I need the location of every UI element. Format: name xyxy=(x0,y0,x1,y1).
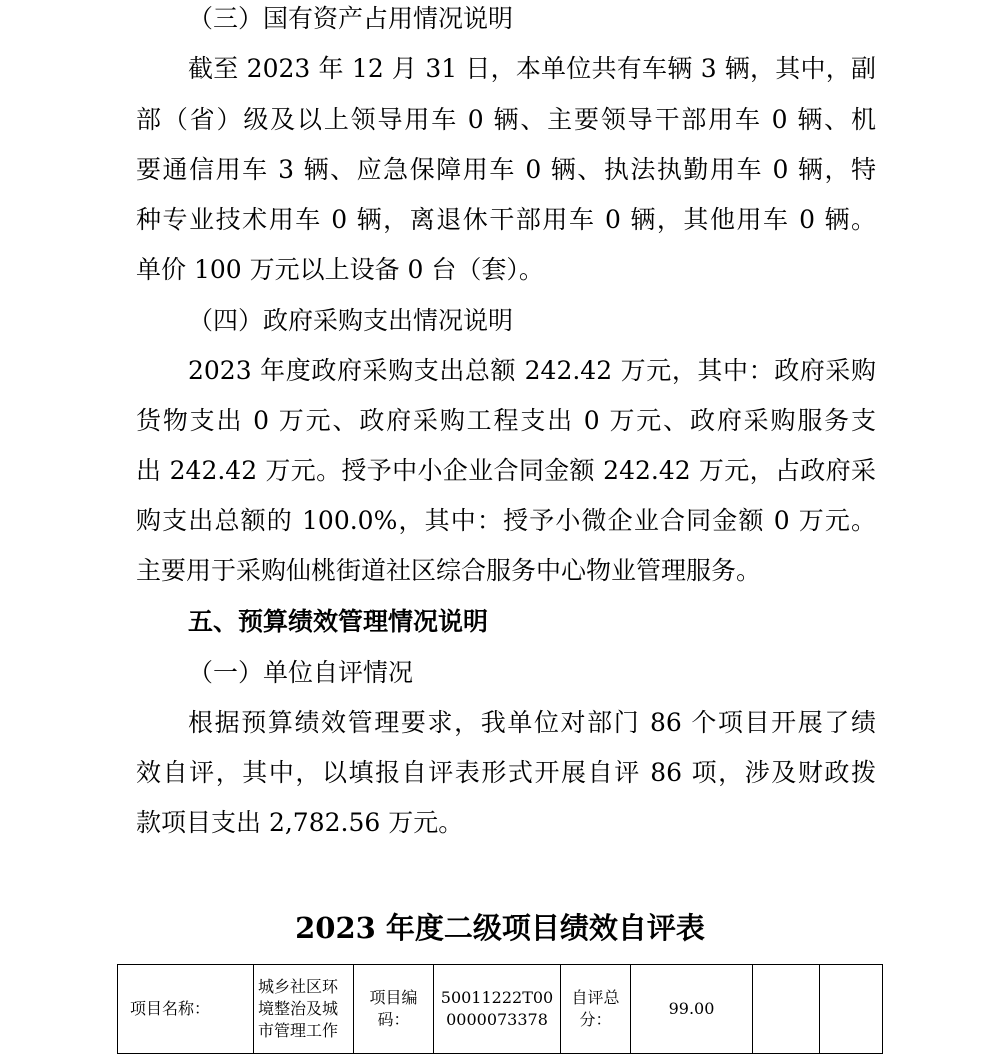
empty-cell xyxy=(820,965,883,1054)
paragraph-line: 效自评，其中，以填报自评表形式开展自评 86 项，涉及财政拨 xyxy=(136,758,876,787)
self-evaluation-table xyxy=(117,964,883,1054)
table-title: 2023 年度二级项目绩效自评表 xyxy=(295,911,705,945)
section-heading-performance: 五、预算绩效管理情况说明 xyxy=(188,607,489,636)
paragraph-line: 购支出总额的 100.0%，其中：授予小微企业合同金额 0 万元。 xyxy=(136,506,876,535)
project-code-value: 50011222T000000073378 xyxy=(434,965,561,1054)
project-name-value: 城乡社区环境整治及城市管理工作 xyxy=(254,965,354,1054)
paragraph-line: 要通信用车 3 辆、应急保障用车 0 辆、执法执勤用车 0 辆，特 xyxy=(136,155,876,184)
paragraph-line: 货物支出 0 万元、政府采购工程支出 0 万元、政府采购服务支 xyxy=(136,406,876,435)
paragraph-line: 部（省）级及以上领导用车 0 辆、主要领导干部用车 0 辆、机 xyxy=(136,105,876,134)
paragraph-line: 2023 年度政府采购支出总额 242.42 万元，其中：政府采购 xyxy=(188,356,876,385)
paragraph-line: 主要用于采购仙桃街道社区综合服务中心物业管理服务。 xyxy=(136,556,762,585)
paragraph-line: 种专业技术用车 0 辆，离退休干部用车 0 辆，其他用车 0 辆。 xyxy=(136,205,876,234)
empty-cell xyxy=(753,965,820,1054)
table-row xyxy=(118,965,883,1054)
paragraph-line: 截至 2023 年 12 月 31 日，本单位共有车辆 3 辆，其中，副 xyxy=(188,54,876,83)
paragraph-line: 出 242.42 万元。授予中小企业合同金额 242.42 万元，占政府采 xyxy=(136,456,876,485)
paragraph-line: 单价 100 万元以上设备 0 台（套）。 xyxy=(136,255,544,284)
project-name-label: 项目名称： xyxy=(118,965,254,1054)
project-code-label: 项目编码： xyxy=(354,965,434,1054)
subsection-heading-self-eval: （一）单位自评情况 xyxy=(188,658,414,687)
section-heading-assets: （三）国有资产占用情况说明 xyxy=(188,4,514,33)
score-label: 自评总分： xyxy=(561,965,631,1054)
paragraph-line: 款项目支出 2,782.56 万元。 xyxy=(136,808,464,837)
paragraph-line: 根据预算绩效管理要求，我单位对部门 86 个项目开展了绩 xyxy=(188,708,876,737)
score-value: 99.00 xyxy=(631,965,753,1054)
section-heading-procurement: （四）政府采购支出情况说明 xyxy=(188,306,514,335)
